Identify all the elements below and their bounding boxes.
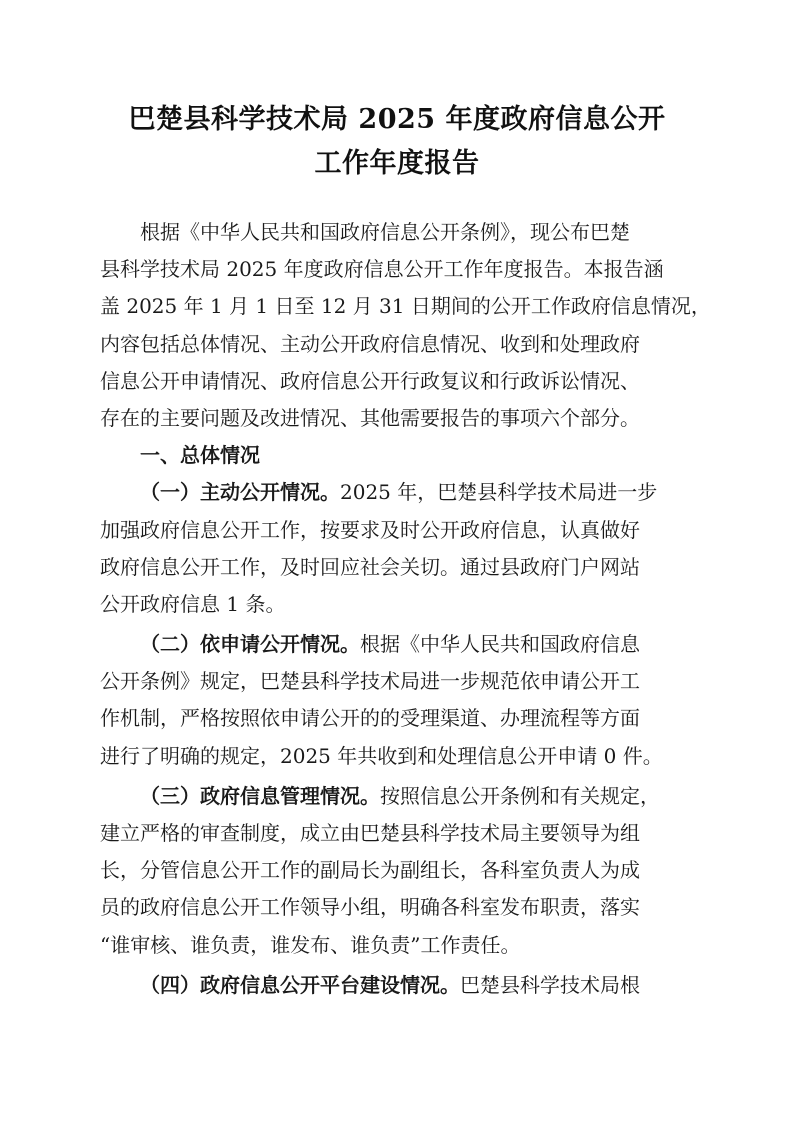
paragraph-label: （四）政府信息公开平台建设情况。 [140, 972, 460, 997]
text-line [100, 474, 694, 511]
text-line: 建立严格的审查制度，成立由巴楚县科学技术局主要领导为组 [100, 821, 640, 845]
paragraph-label: （三）政府信息管理情况。 [140, 783, 380, 808]
text-line: 进行了明确的规定，2025 年共收到和处理信息公开申请 0 件。 [100, 743, 663, 768]
text-line: 县科学技术局 2025 年度政府信息公开工作年度报告。本报告涵 [100, 257, 664, 282]
paragraph-text: 2025 年，巴楚县科学技术局进一步 [340, 480, 658, 505]
paragraph-platform-construction [100, 967, 694, 1004]
title-line-1: 巴楚县科学技术局 2025 年度政府信息公开 [128, 104, 666, 135]
text-line: 存在的主要问题及改进情况、其他需要报告的事项六个部分。 [100, 405, 640, 430]
text-line [100, 778, 694, 815]
text-line: 加强政府信息公开工作，按要求及时公开政府信息，认真做好 [100, 517, 640, 542]
intro-paragraph [100, 214, 711, 437]
text-line: 长，分管信息公开工作的副局长为副组长，各科室负责人为成 [100, 858, 640, 883]
paragraph-info-management [100, 778, 694, 964]
text-line: 员的政府信息公开工作领导小组，明确各科室发布职责，落实 [100, 895, 640, 920]
text-line: 作机制，严格按照依申请公开的的受理渠道、办理流程等方面 [100, 706, 640, 731]
paragraph-request-disclosure [100, 626, 694, 775]
text-line: 公开条例》规定，巴楚县科学技术局进一步规范依申请公开工 [100, 669, 640, 694]
text-line: “谁审核、谁负责，谁发布、谁负责”工作责任。 [100, 932, 521, 957]
text-line: 盖 2025 年 1 月 1 日至 12 月 31 日期间的公开工作政府信息情况， [100, 294, 711, 319]
paragraph-text: 根据《中华人民共和国政府信息 [360, 632, 640, 657]
section-heading: 一、总体情况 [140, 443, 260, 468]
paragraph-label: （二）依申请公开情况。 [140, 632, 360, 657]
document-body [100, 214, 711, 1004]
paragraph-active-disclosure [100, 474, 694, 623]
text-line: 公开政府信息 1 条。 [100, 591, 286, 616]
paragraph-label: （一）主动公开情况。 [140, 480, 340, 505]
paragraph-text: 按照信息公开条例和有关规定， [380, 783, 660, 808]
document-title [100, 98, 694, 186]
text-line [100, 626, 694, 663]
paragraph-text: 巴楚县科学技术局根 [460, 972, 640, 997]
text-line: 政府信息公开工作，及时回应社会关切。通过县政府门户网站 [100, 554, 640, 579]
document-page [100, 98, 711, 1004]
title-line-2: 工作年度报告 [314, 148, 480, 179]
text-line [100, 967, 694, 1004]
text-line: 根据《中华人民共和国政府信息公开条例》，现公布巴楚 [140, 220, 630, 244]
text-line: 信息公开申请情况、政府信息公开行政复议和行政诉讼情况、 [100, 368, 640, 393]
text-line: 内容包括总体情况、主动公开政府信息情况、收到和处理政府 [100, 331, 640, 356]
